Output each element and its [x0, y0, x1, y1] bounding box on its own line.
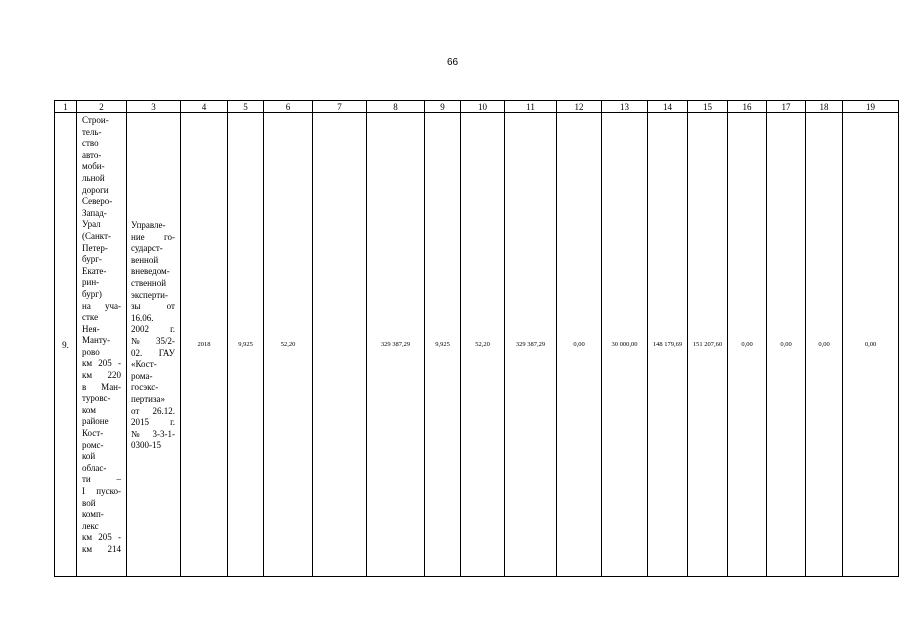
column-header: 13: [602, 101, 648, 113]
document-cell: [127, 113, 181, 577]
text-line: госэкс-: [131, 382, 159, 393]
value-cell: 9,925: [425, 113, 461, 577]
value-cell: 0,00: [806, 113, 843, 577]
column-header: 15: [688, 101, 728, 113]
text-line: I пуско-: [82, 486, 121, 496]
year-cell: 2018: [181, 113, 228, 577]
text-line: Управле-: [131, 220, 166, 230]
text-line: ти –: [82, 474, 121, 485]
text-line: лекс: [82, 520, 99, 531]
value-cell: 52,20: [461, 113, 505, 577]
value-cell: 0,00: [767, 113, 806, 577]
text-line: ком: [82, 404, 96, 415]
column-header: 2: [77, 101, 127, 113]
text-line: ство: [82, 138, 99, 149]
text-line: км 205 -: [82, 358, 121, 369]
text-line: льной: [82, 172, 105, 183]
column-header: 17: [767, 101, 806, 113]
length-cell: 9,925: [228, 113, 264, 577]
value-cell: [313, 113, 367, 577]
table-row: [55, 113, 899, 577]
text-line: в Ман-: [82, 381, 121, 392]
text-line: кой: [82, 451, 96, 462]
text-line: (Санкт-: [82, 230, 111, 241]
column-header: 5: [228, 101, 264, 113]
column-header: 3: [127, 101, 181, 113]
text-line: комп-: [82, 509, 104, 520]
text-line: бург-: [82, 254, 102, 265]
column-header: 6: [264, 101, 313, 113]
value-cell: 0,00: [557, 113, 602, 577]
text-line: тель-: [82, 126, 102, 137]
text-line: на уча-: [82, 300, 121, 311]
data-table: [54, 100, 899, 577]
column-header: 1: [55, 101, 77, 113]
text-line: районе: [82, 416, 109, 427]
object-name-cell: [77, 113, 127, 577]
header-row: [55, 101, 899, 113]
text-line: Манту-: [82, 335, 111, 346]
text-line: Урал: [82, 219, 101, 230]
text-line: пертиза»: [131, 393, 165, 404]
text-line: № 3-3-1-: [131, 428, 175, 439]
text-line: облас-: [82, 462, 107, 473]
text-line: вой: [82, 497, 96, 508]
text-line: ромс-: [82, 439, 104, 450]
column-header: 19: [843, 101, 899, 113]
text-line: 02. ГАУ: [131, 347, 175, 358]
text-line: от 26.12.: [131, 405, 175, 416]
text-line: км 220: [82, 370, 121, 381]
text-line: рин-: [82, 277, 100, 288]
value-cell: 30 000,00: [602, 113, 648, 577]
text-line: сударст-: [131, 243, 163, 254]
text-line: бург): [82, 288, 102, 299]
text-line: Кост-: [82, 428, 104, 439]
text-line: рово: [82, 346, 100, 357]
text-line: моби-: [82, 161, 105, 172]
text-line: дороги: [82, 184, 109, 195]
column-header: 18: [806, 101, 843, 113]
value-cell: 52,20: [264, 113, 313, 577]
text-line: зы от: [131, 301, 175, 312]
text-line: км 214: [82, 543, 121, 554]
page-number: 66: [446, 57, 459, 68]
text-line: Строи-: [82, 115, 109, 125]
text-line: стке: [82, 312, 99, 323]
column-header: 7: [313, 101, 367, 113]
text-line: Запад-: [82, 207, 107, 218]
text-line: 16.06.: [131, 312, 154, 323]
text-line: Екате-: [82, 265, 107, 276]
column-header: 14: [648, 101, 688, 113]
text-line: туровс-: [82, 393, 111, 404]
text-line: км 205 -: [82, 532, 121, 543]
document-text: [127, 113, 180, 452]
text-line: ние го-: [131, 231, 175, 242]
cost-cell: 329 387,29: [505, 113, 557, 577]
text-line: Северо-: [82, 196, 113, 207]
text-line: № 35/2-: [131, 335, 175, 346]
column-header: 4: [181, 101, 228, 113]
cost-cell: 329 387,29: [367, 113, 425, 577]
text-line: 2015 г.: [131, 417, 175, 428]
text-line: вневедом-: [131, 266, 170, 277]
column-header: 16: [728, 101, 767, 113]
text-line: ственной: [131, 277, 167, 288]
text-line: «Кост-: [131, 359, 157, 370]
text-line: 2002 г.: [131, 324, 175, 335]
text-line: авто-: [82, 149, 102, 160]
column-header: 11: [505, 101, 557, 113]
value-cell: 148 179,69: [648, 113, 688, 577]
column-header: 10: [461, 101, 505, 113]
text-line: рома-: [131, 370, 153, 381]
value-cell: 0,00: [843, 113, 899, 577]
text-line: Нея-: [82, 323, 100, 334]
text-line: эксперти-: [131, 289, 168, 300]
value-cell: 151 207,60: [688, 113, 728, 577]
row-number: 9.: [55, 113, 77, 577]
text-line: венной: [131, 254, 159, 265]
column-header: 9: [425, 101, 461, 113]
text-line: 0300-15: [131, 440, 161, 451]
value-cell: 0,00: [728, 113, 767, 577]
column-header: 8: [367, 101, 425, 113]
column-header: 12: [557, 101, 602, 113]
object-name-text: [77, 113, 126, 556]
text-line: Петер-: [82, 242, 108, 253]
